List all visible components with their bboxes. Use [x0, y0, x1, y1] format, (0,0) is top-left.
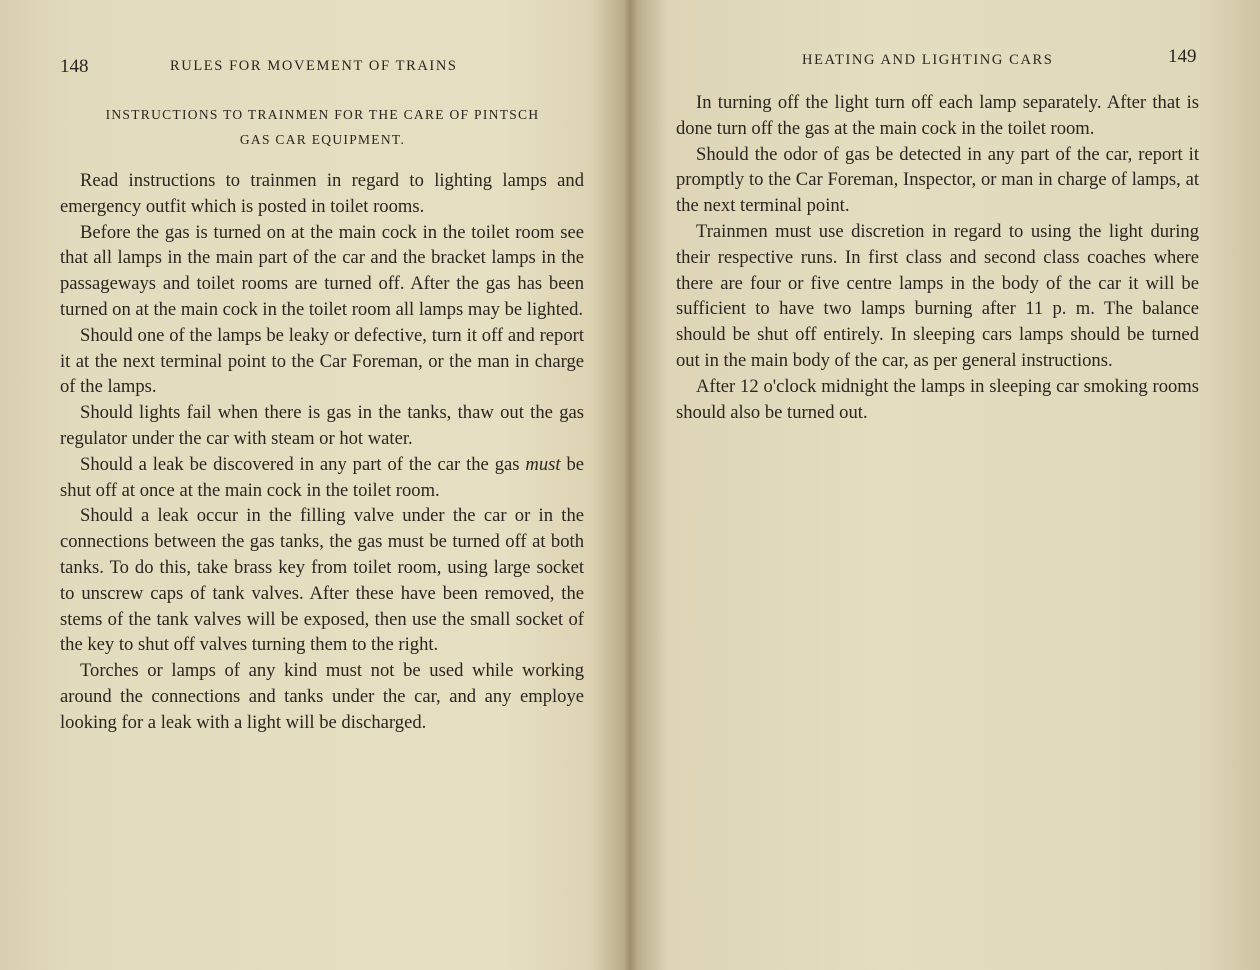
section-title	[60, 102, 585, 152]
page-number: 148	[60, 56, 89, 77]
left-body-text	[60, 168, 584, 736]
paragraph: Should the odor of gas be detected in any part of the car, report it promptly to the Car Foreman, Inspector, or man in charge of lamps, at the next terminal point.	[676, 143, 1199, 217]
paragraph: Read instructions to trainmen in regard to lighting lamps and emergency outfit which is posted in toilet rooms.	[60, 170, 584, 217]
running-head: HEATING AND LIGHTING CARS	[802, 52, 1054, 68]
paragraph	[60, 452, 584, 504]
section-title-line: GAS CAR EQUIPMENT.	[239, 132, 406, 147]
paragraph: Should a leak occur in the filling valve under the car or in the connections between the gas tanks, the gas must be turned off at both tanks. To do this, take brass key from toilet room, using large socket to unscrew caps of tank valves. After these have been removed, the stems of the tank valves will be exposed, then use the small socket of the key to shut off valves turning them to the right.	[60, 505, 584, 656]
section-title-line: INSTRUCTIONS TO TRAINMEN FOR THE CARE OF PINTSCH	[105, 107, 540, 122]
running-head: RULES FOR MOVEMENT OF TRAINS	[170, 58, 458, 74]
paragraph: In turning off the light turn off each lamp separately. After that is done turn off the gas at the main cock in the toilet room.	[676, 92, 1199, 139]
paragraph: Should one of the lamps be leaky or defective, turn it off and report it at the next terminal point to the Car Foreman, or the man in charge of the lamps.	[60, 324, 584, 398]
paragraph: Torches or lamps of any kind must not be used while working around the connections and tanks under the car, and any employe looking for a leak with a light will be discharged.	[60, 660, 584, 733]
text-run: Should a leak be discovered in any part of the car the gas	[80, 453, 526, 475]
text-run: be shut off at once at the main cock in the toilet room.	[60, 453, 585, 501]
paragraph: Should lights fail when there is gas in the tanks, thaw out the gas regulator under the car with steam or hot water.	[60, 402, 584, 449]
right-page	[632, 0, 1260, 970]
paragraph: After 12 o'clock midnight the lamps in sleeping car smoking rooms should also be turned out.	[676, 375, 1199, 423]
paragraph: Trainmen must use discretion in regard to using the light during their respective runs. In first class and second class coaches where there are four or five centre lamps in the body of the car it will be sufficient to have two lamps burning after 11 p. m. The balance should be shut off entirely. In sleeping cars lamps should be turned out in the main body of the car, as per general instructions.	[676, 220, 1199, 371]
emphasis-text: must	[525, 453, 561, 475]
right-body-text	[676, 90, 1199, 425]
paragraph: Before the gas is turned on at the main cock in the toilet room see that all lamps in the main part of the car and the bracket lamps in the passageways and toilet rooms are turned off. After the gas has been turned on at the main cock in the toilet room all lamps may be lighted.	[60, 221, 584, 320]
page-number: 149	[1168, 46, 1197, 67]
left-page	[0, 0, 625, 970]
